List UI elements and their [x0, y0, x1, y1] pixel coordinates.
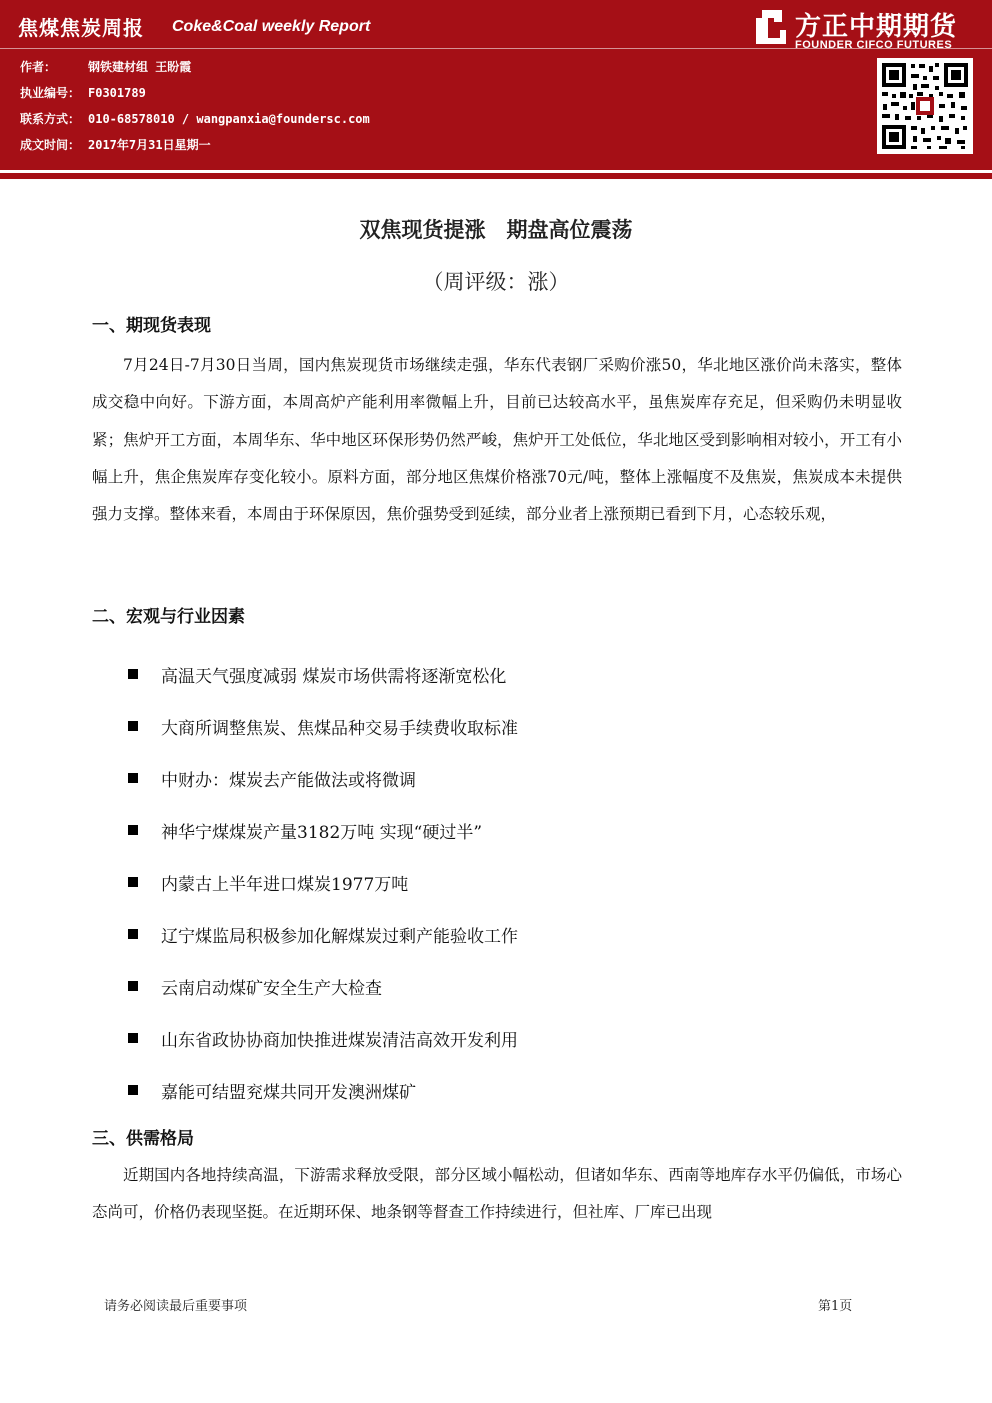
macro-news-list — [92, 648, 902, 1116]
section-heading-market: 一、期现货表现 — [92, 316, 211, 336]
brand-logo-icon — [752, 8, 786, 46]
meta-license: 执业编号： F0301789 — [20, 86, 146, 100]
section-body-market: 7月24日-7月30日当周，国内焦炭现货市场继续走强，华东代表钢厂采购价涨50，华北地区涨价尚未落实，整体成交稳中向好。下游方面，本周高炉产能利用率微幅上升，目前已达较高水平，虽焦炭库存充足，但采购仍未明显收紧；焦炉开工方面，本周华东、华中地区环保形势仍然严峻，焦炉开工处低位，华北地区受到影响相对较小，开工有小幅上升，焦企焦炭库存变化较小。原料方面，部分地区焦煤价格涨70元/吨，整体上涨幅度不及焦炭，焦炭成本未提供强力支撑。整体来看，本周由于环保原因，焦价强势受到延续，部分业者上涨预期已看到下月，心态较乐观， — [92, 356, 902, 524]
footer-disclaimer-notice: 请务必阅读最后重要事项 — [104, 1299, 248, 1314]
bullet-square-icon — [128, 721, 138, 731]
bullet-square-icon — [128, 1085, 138, 1095]
bullet-square-icon — [128, 825, 138, 835]
report-series-title: 焦煤焦炭周报 — [18, 16, 144, 40]
section-heading-supply-demand: 三、供需格局 — [92, 1129, 194, 1149]
list-item: 山东省政协协商加快推进煤炭清洁高效开发利用 — [92, 1012, 902, 1064]
list-item: 云南启动煤矿安全生产大检查 — [92, 960, 902, 1012]
bullet-square-icon — [128, 669, 138, 679]
meta-date: 成文时间： 2017年7月31日星期一 — [20, 138, 211, 152]
section-heading-macro: 二、宏观与行业因素 — [92, 607, 245, 627]
meta-contact: 联系方式： 010-68578010 / wangpanxia@foundersc.com — [20, 112, 370, 126]
brand-name-en: FOUNDER CIFCO FUTURES — [795, 39, 953, 51]
bullet-square-icon — [128, 877, 138, 887]
brand-name: 方正中期期货 — [795, 12, 958, 42]
list-item: 辽宁煤监局积极参加化解煤炭过剩产能验收工作 — [92, 908, 902, 960]
list-item: 内蒙古上半年进口煤炭1977万吨 — [92, 856, 902, 908]
report-series-title-en: Coke&Coal weekly Report — [172, 18, 371, 35]
header-bottom-rule — [0, 173, 992, 179]
bullet-square-icon — [128, 773, 138, 783]
list-item: 神华宁煤煤炭产量3182万吨 实现“硬过半” — [92, 804, 902, 856]
bullet-square-icon — [128, 981, 138, 991]
weekly-rating: （周评级：涨） — [422, 270, 570, 294]
list-item: 嘉能可结盟兖煤共同开发澳洲煤矿 — [92, 1064, 902, 1116]
bullet-square-icon — [128, 929, 138, 939]
page-number: 第1页 — [818, 1299, 853, 1314]
meta-author: 作者： 钢铁建材组 王盼霞 — [20, 60, 192, 74]
report-title: 双焦现货提涨 期盘高位震荡 — [359, 218, 633, 242]
report-header — [0, 0, 992, 170]
list-item: 大商所调整焦炭、焦煤品种交易手续费收取标准 — [92, 700, 902, 752]
bullet-square-icon — [128, 1033, 138, 1043]
list-item: 高温天气强度减弱 煤炭市场供需将逐渐宽松化 — [92, 648, 902, 700]
section-body-supply-demand: 近期国内各地持续高温，下游需求释放受限，部分区域小幅松动，但诸如华东、西南等地库存水平仍偏低，市场心态尚可，价格仍表现坚挺。在近期环保、地条钢等督查工作持续进行，但社库、厂库已出现 — [92, 1166, 902, 1222]
list-item: 中财办：煤炭去产能做法或将微调 — [92, 752, 902, 804]
qr-code-icon — [877, 58, 973, 154]
